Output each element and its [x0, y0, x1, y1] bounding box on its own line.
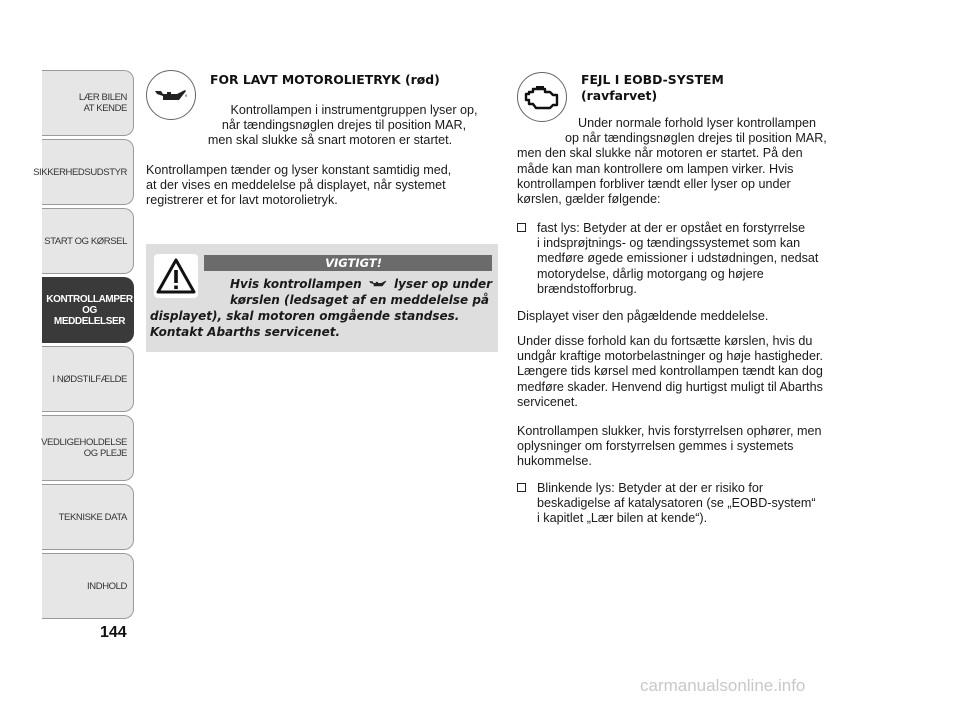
warning-box: [146, 244, 498, 352]
section-heading-oil-pressure: FOR LAVT MOTOROLIETRYK (rød): [210, 72, 440, 87]
warning-text: Hvis kontrollampen lyser op under kørslen (ledsaget af en meddelelse på displayet), skal motoren omgående standses. Kontakt Abarths servicenet.: [150, 277, 493, 339]
eobd-intro: Under normale forhold lyser kontrollampen op når tændingsnøglen drejes til position MAR, men den skal slukke når motoren er startet. På den måde kan man kontrollere om lampen virker. Hvis kontrollampen forbliver tændt eller lyser op under kørslen, gælder følgende:: [517, 116, 827, 207]
tab-sikkerhedsudstyr[interactable]: SIKKERHEDSUDSTYR: [42, 139, 134, 205]
tab-tekniske-data[interactable]: TEKNISKE DATA: [42, 484, 134, 550]
oil-can-icon: [366, 278, 390, 289]
memory-paragraph: Kontrollampen slukker, hvis forstyrrelsen ophører, men oplysninger om forstyrrelsen gemmes i systemets hukommelse.: [517, 424, 822, 469]
watermark: carmanualsonline.info: [640, 676, 806, 695]
tab-vedligeholdelse-og-pleje[interactable]: VEDLIGEHOLDELSE OG PLEJE: [42, 415, 134, 481]
tab-indhold[interactable]: INDHOLD: [42, 553, 134, 619]
display-message-paragraph: Displayet viser den pågældende meddelelse.: [517, 309, 769, 323]
tab-kontrollamper-og-meddelelser[interactable]: KONTROLLAMPER OG MEDDELELSER: [42, 277, 134, 343]
page-number: 144: [100, 624, 127, 641]
oil-pressure-intro: Kontrollampen i instrumentgruppen lyser op, når tændingsnøglen drejes til position MAR, men skal slukke så snart motoren er startet.: [207, 103, 478, 148]
tab-start-og-korsel[interactable]: START OG KØRSEL: [42, 208, 134, 274]
tab-laer-bilen-at-kende[interactable]: LÆR BILEN AT KENDE: [42, 70, 134, 136]
checkbox-bullet-icon: [517, 223, 526, 232]
warning-title: VIGTIGT!: [204, 255, 492, 271]
engine-icon: [517, 72, 567, 122]
bullet-flashing-light: Blinkende lys: Betyder at der er risiko for beskadigelse af katalysatoren (se „EOBD-system“ i kapitlet „Lær bilen at kende“).: [517, 481, 816, 527]
oil-pressure-body: Kontrollampen tænder og lyser konstant samtidig med, at der vises en meddelelse på displayet, når systemet registrerer et for lavt motorolietryk.: [146, 163, 452, 208]
tab-i-nodstilfaelde[interactable]: I NØDSTILFÆLDE: [42, 346, 134, 412]
bullet-steady-light: fast lys: Betyder at der er opstået en forstyrrelse i indsprøjtnings- og tændingssystemet som kan medføre øgede emissioner i udstødningen, nedsat motorydelse, dårlig motorgang og højere brændstofforbrug.: [517, 221, 818, 297]
checkbox-bullet-icon: [517, 483, 526, 492]
section-heading-eobd: FEJL I EOBD-SYSTEM (ravfarvet): [581, 72, 724, 103]
driving-conditions-paragraph: Under disse forhold kan du fortsætte kørslen, hvis du undgår kraftige motorbelastninger og høje hastigheder. Længere tids kørsel med kontrollampen tændt kan dog medføre skader. Henvend dig hurtigst muligt til Abarths servicenet.: [517, 334, 823, 409]
